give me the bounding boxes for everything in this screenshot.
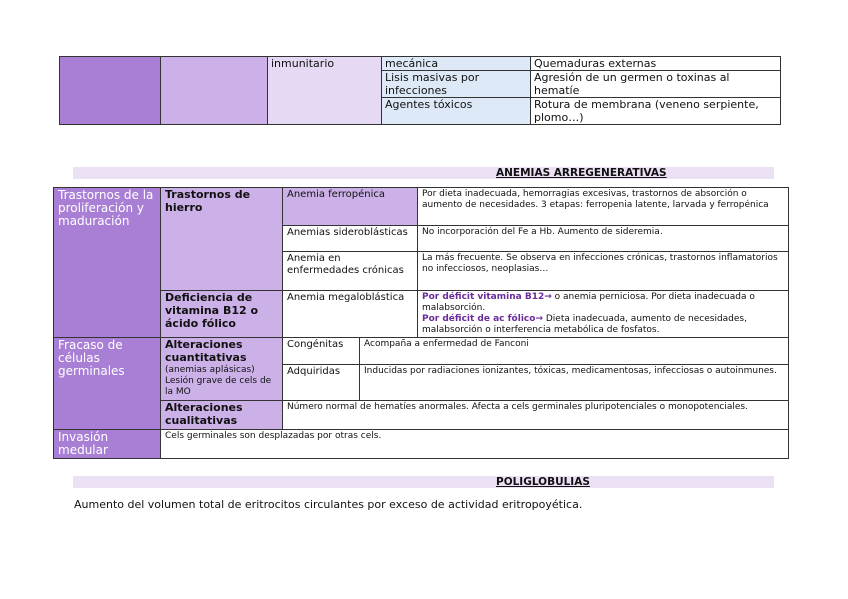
section-heading-aregenerativas: ANEMIAS ARREGENERATIVAS: [73, 167, 774, 179]
adquiridas-label: Adquiridas: [283, 365, 360, 401]
top-cause-cell: Agentes tóxicos: [382, 98, 531, 125]
group-proliferacion: Trastornos de la proliferación y maduración: [54, 188, 161, 338]
anemia-cronica-label: Anemia en enfermedades crónicas: [283, 252, 418, 291]
subgroup-deficiencia: Deficiencia de vitamina B12 o ácido fólico: [161, 291, 283, 338]
top-col3-cell: inmunitario: [268, 57, 382, 125]
arrow-icon: →: [535, 314, 543, 324]
anemia-cronica-desc: La más frecuente. Se observa en infecciones crónicas, trastornos inflamatorios no infecciosos, neoplasias…: [418, 252, 789, 291]
aregenerativas-table: [53, 187, 789, 459]
group-invasion: Invasión medular: [54, 430, 161, 459]
adquiridas-desc: Inducidas por radiaciones ionizantes, tóxicas, medicamentosas, infecciosas o autoinmunes.: [360, 365, 789, 401]
anemia-megaloblastica-label: Anemia megaloblástica: [283, 291, 418, 338]
top-col1-cell: [60, 57, 161, 125]
anemia-megaloblastica-desc: Por déficit vitamina B12→ o anemia perniciosa. Por dieta inadecuada o malabsorción. Por déficit de ac fólico→ Dieta inadecuada, aumento de necesidades, malabsorción o interferencia metabólica de fosfatos.: [418, 291, 789, 338]
anemia-ferropenica-desc: Por dieta inadecuada, hemorragias excesivas, trastornos de absorción o aumento de necesidades. 3 etapas: ferropenia latente, larvada y ferropénica: [418, 188, 789, 226]
top-col2-cell: [161, 57, 268, 125]
anemia-sideroblastica-label: Anemias sideroblásticas: [283, 226, 418, 252]
top-effect-cell: Quemaduras externas: [531, 57, 781, 71]
top-effect-cell: Rotura de membrana (veneno serpiente, plomo…): [531, 98, 781, 125]
arrow-icon: →: [544, 292, 552, 302]
top-table: [59, 56, 781, 125]
cualitativas-desc: Número normal de hematíes anormales. Afecta a cels germinales pluripotenciales o monopotenciales.: [283, 401, 789, 430]
b12-label: Por déficit vitamina B12: [422, 292, 545, 302]
congenitas-label: Congénitas: [283, 338, 360, 365]
subgroup-cuantitativas: Alteraciones cuantitativas (anemias aplásicas) Lesión grave de cels de la MO: [161, 338, 283, 401]
anemia-sideroblastica-desc: No incorporación del Fe a Hb. Aumento de sideremia.: [418, 226, 789, 252]
section-heading-poliglobulias: POLIGLOBULIAS: [73, 476, 774, 488]
top-cause-cell: Lisis masivas por infecciones: [382, 71, 531, 98]
group-germinales: Fracaso de células germinales: [54, 338, 161, 430]
top-cause-cell: mecánica: [382, 57, 531, 71]
invasion-desc: Cels germinales son desplazadas por otras cels.: [161, 430, 789, 459]
poliglobulias-text: Aumento del volumen total de eritrocitos circulantes por exceso de actividad eritropoyética.: [74, 498, 583, 511]
subgroup-hierro: Trastornos de hierro: [161, 188, 283, 291]
subgroup-cualitativas: Alteraciones cualitativas: [161, 401, 283, 430]
folico-label: Por déficit de ac fólico: [422, 314, 536, 324]
congenitas-desc: Acompaña a enfermedad de Fanconi: [360, 338, 789, 365]
top-effect-cell: Agresión de un germen o toxinas al hematíe: [531, 71, 781, 98]
anemia-ferropenica-label: Anemia ferropénica: [283, 188, 418, 226]
